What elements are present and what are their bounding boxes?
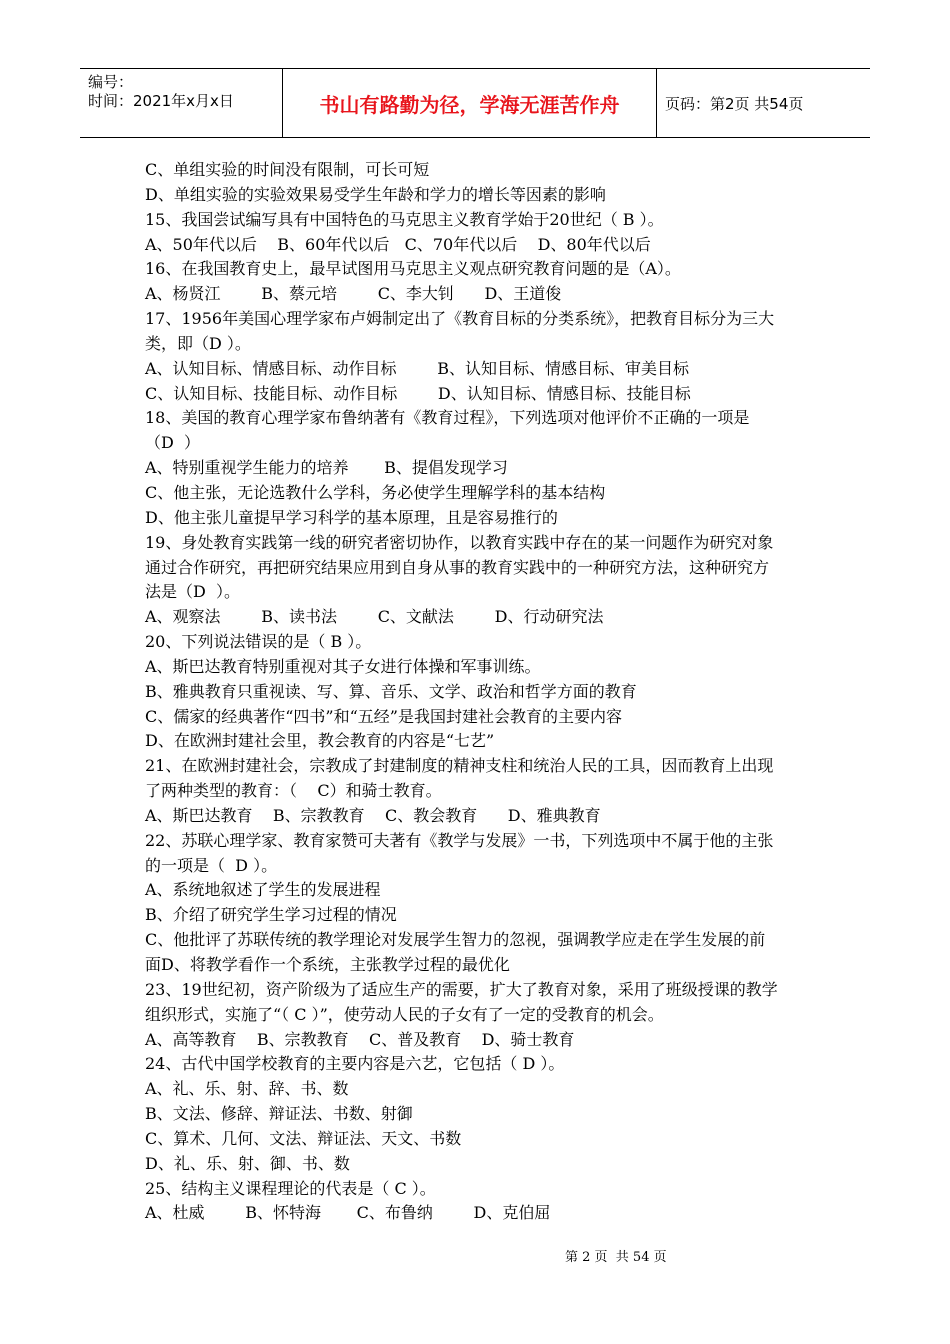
text-line: A、杨贤江 B、蔡元培 C、李大钊 D、王道俊 (145, 284, 562, 304)
text-line: 19、身处教育实践第一线的研究者密切协作，以教育实践中存在的某一问题作为研究对象 (145, 532, 774, 552)
page-footer: 第 2 页 共 54 页 (565, 1250, 667, 1265)
text-line: C、儒家的经典著作“四书”和“五经”是我国封建社会教育的主要内容 (145, 706, 622, 726)
text-line: 16、在我国教育史上，最早试图用马克思主义观点研究教育问题的是（A）。 (145, 259, 681, 279)
text-line: D、单组实验的实验效果易受学生年龄和学力的增长等因素的影响 (145, 184, 606, 204)
text-line: 23、19世纪初，资产阶级为了适应生产的需要，扩大了教育对象，采用了班级授课的教学 (145, 979, 778, 999)
text-line: A、杜威 B、怀特海 C、布鲁纳 D、克伯屈 (145, 1203, 551, 1223)
text-line: A、认知目标、情感目标、动作目标 B、认知目标、情感目标、审美目标 (145, 358, 690, 378)
text-line: A、50年代以后 B、60年代以后 C、70年代以后 D、80年代以后 (145, 234, 651, 254)
text-line: 面D、将教学看作一个系统，主张教学过程的最优化 (145, 955, 510, 974)
text-line: 的一项是（ D ）。 (145, 855, 278, 875)
text-line: D、在欧洲封建社会里，教会教育的内容是“七艺” (145, 731, 495, 751)
header-meta (80, 69, 283, 137)
text-line: C、他主张，无论选教什么学科，务必使学生理解学科的基本结构 (145, 482, 606, 502)
number-label: 编号： (88, 73, 134, 91)
text-line: C、算术、几何、文法、辩证法、天文、书数 (145, 1128, 462, 1148)
text-line: B、介绍了研究学生学习过程的情况 (145, 905, 397, 925)
text-line: A、高等教育 B、宗教教育 C、普及教育 D、骑士教育 (145, 1029, 575, 1049)
text-line: A、观察法 B、读书法 C、文献法 D、行动研究法 (145, 607, 604, 627)
text-line: C、单组实验的时间没有限制，可长可短 (145, 160, 430, 179)
text-line: A、特别重视学生能力的培养 B、提倡发现学习 (145, 458, 508, 478)
text-line: 了两种类型的教育：（ C）和骑士教育。 (145, 781, 442, 801)
header-page-info (657, 69, 870, 137)
text-line: B、文法、修辞、辩证法、书数、射御 (145, 1104, 413, 1124)
time-label: 时间：2021年x月x日 (88, 92, 234, 110)
text-line: B、雅典教育只重视读、写、算、音乐、文学、政治和哲学方面的教育 (145, 681, 637, 701)
text-line: A、斯巴达教育特别重视对其子女进行体操和军事训练。 (145, 656, 541, 676)
text-line: 21、在欧洲封建社会，宗教成了封建制度的精神支柱和统治人民的工具，因而教育上出现 (145, 756, 774, 776)
text-line: 类，即（D ）。 (145, 333, 251, 353)
text-line: A、系统地叙述了学生的发展进程 (145, 880, 381, 900)
page-header (80, 68, 870, 138)
text-line: 25、结构主义课程理论的代表是（ C ）。 (145, 1178, 436, 1198)
text-line: 组织形式，实施了“（ C ）”，使劳动人民的子女有了一定的受教育的机会。 (145, 1004, 664, 1024)
text-line: 24、古代中国学校教育的主要内容是六艺，它包括（ D ）。 (145, 1054, 565, 1074)
text-line: C、认知目标、技能目标、动作目标 D、认知目标、情感目标、技能目标 (145, 383, 691, 403)
text-line: D、他主张儿童提早学习科学的基本原理，且是容易推行的 (145, 507, 558, 527)
text-line: 15、我国尝试编写具有中国特色的马克思主义教育学始于20世纪（ B ）。 (145, 209, 664, 229)
text-line: A、礼、乐、射、辞、书、数 (145, 1079, 349, 1099)
text-line: 法是（D ）。 (145, 582, 241, 602)
text-line: 20、下列说法错误的是（ B ）。 (145, 632, 372, 652)
text-line: A、斯巴达教育 B、宗教教育 C、教会教育 D、雅典教育 (145, 805, 601, 825)
text-line: C、他批评了苏联传统的教学理论对发展学生智力的忽视，强调教学应走在学生发展的前 (145, 930, 766, 950)
header-motto (283, 69, 657, 137)
document-body (145, 158, 810, 1226)
text-line: 22、苏联心理学家、教育家赞可夫著有《教学与发展》一书，下列选项中不属于他的主张 (145, 830, 774, 850)
motto-text: 书山有路勤为径，学海无涯苦作舟 (319, 92, 620, 117)
text-line: 通过合作研究，再把研究结果应用到自身从事的教育实践中的一种研究方法，这种研究方 (145, 557, 770, 577)
text-line: 17、1956年美国心理学家布卢姆制定出了《教育目标的分类系统》，把教育目标分为三大 (145, 309, 775, 329)
text-line: 18、美国的教育心理学家布鲁纳著有《教育过程》，下列选项对他评价不正确的一项是 (145, 408, 750, 428)
text-line: （D ） (145, 433, 201, 453)
page-info-text: 页码：第2页 共54页 (665, 94, 804, 113)
text-line: D、礼、乐、射、御、书、数 (145, 1153, 350, 1173)
